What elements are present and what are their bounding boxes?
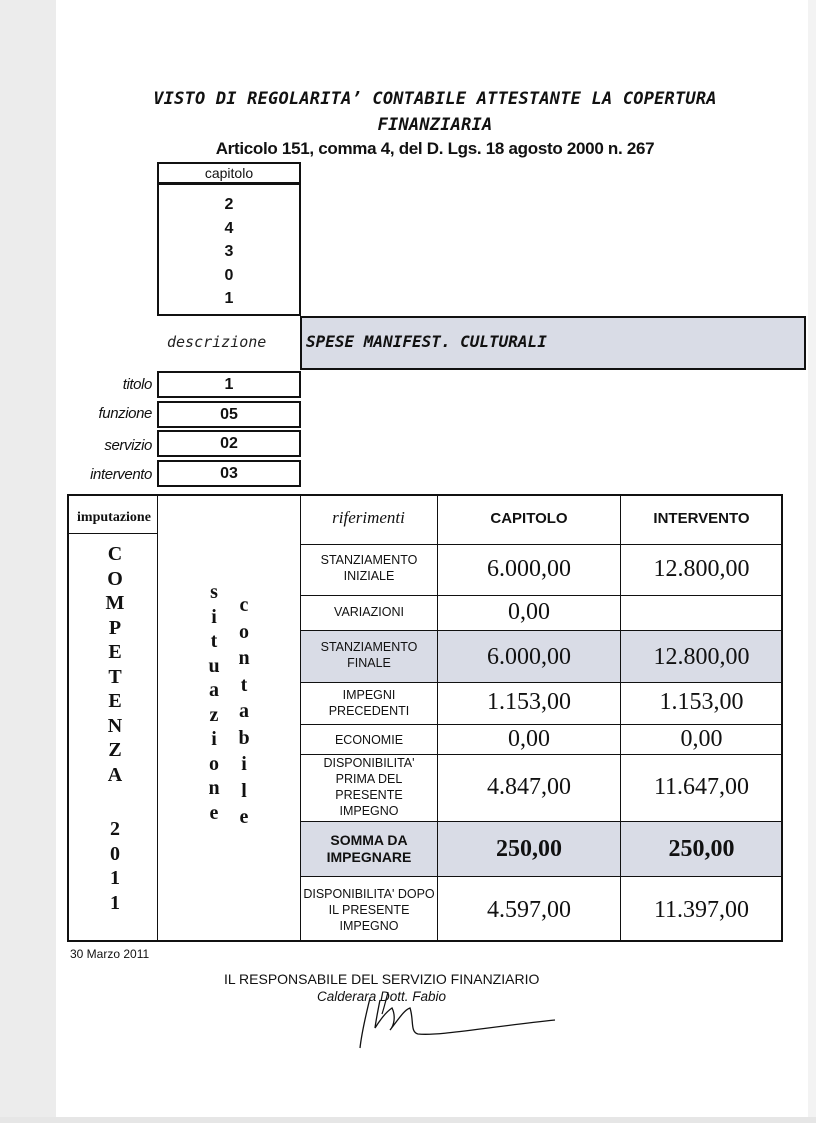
riferimenti-header: riferimenti [332, 508, 405, 527]
descrizione-label: descrizione [167, 333, 267, 351]
competenza-letter: 1 [110, 867, 120, 889]
capitolo-value: 250,00 [496, 836, 562, 862]
funzione-value: 05 [157, 401, 301, 428]
capitolo-column-header: CAPITOLO [490, 510, 568, 527]
capitolo-header: capitolo [157, 162, 301, 184]
intervento-column-header: INTERVENTO [653, 510, 750, 527]
competenza-letter: Z [108, 739, 122, 761]
table-divider [300, 821, 782, 822]
intervento-value: 1.153,00 [659, 689, 744, 715]
handwritten-signature [340, 990, 570, 1060]
row-label-economie: ECONOMIE [334, 733, 404, 747]
competenza-letter: E [108, 641, 122, 663]
intervento-value: 12.800,00 [653, 644, 750, 670]
intervento-label: intervento [90, 466, 152, 483]
contabile-vertical-text [232, 592, 256, 831]
table-divider [300, 876, 782, 877]
intervento-value: 11.647,00 [653, 774, 750, 800]
competenza-letter: C [107, 543, 123, 565]
capitolo-value: 4.847,00 [487, 774, 571, 800]
situazione-letter: e [209, 801, 219, 824]
contabile-letter: t [240, 673, 248, 696]
capitolo-value: 1.153,00 [487, 689, 571, 715]
capitolo-value: 0,00 [508, 599, 550, 625]
capitolo-value: 6.000,00 [487, 644, 571, 670]
situazione-vertical-text [202, 580, 226, 825]
situazione-letter: u [208, 654, 220, 677]
row-label-disponibilita-dopo: DISPONIBILITA' DOPO IL PRESENTE IMPEGNO [303, 887, 435, 933]
table-divider [300, 595, 782, 596]
table-divider [300, 630, 782, 631]
intervento-value: 250,00 [668, 836, 735, 862]
competenza-letter: 2 [110, 818, 120, 840]
capitolo-digit: 3 [224, 243, 234, 260]
situazione-letter: a [209, 679, 219, 701]
competenza-letter: E [108, 690, 122, 712]
contabile-letter: b [238, 726, 250, 749]
competenza-spacer [95, 787, 135, 817]
row-label-disponibilita-prima: DISPONIBILITA' PRIMA DEL PRESENTE IMPEGNO [323, 756, 415, 818]
capitolo-digit: 1 [224, 290, 234, 307]
capitolo-digit: 2 [224, 196, 234, 213]
scan-bottom-edge [0, 1117, 816, 1123]
capitolo-digits-box [157, 183, 301, 316]
competenza-letter: A [107, 763, 123, 786]
row-label-stanziamento-finale: STANZIAMENTO FINALE [320, 640, 418, 670]
document-title-line1: VISTO DI REGOLARITA’ CONTABILE ATTESTANTE LA COPERTURA [153, 89, 717, 109]
table-divider [68, 533, 158, 534]
table-divider [300, 682, 782, 683]
intervento-value: 12.800,00 [653, 556, 750, 582]
titolo-label: titolo [122, 376, 152, 393]
row-label-impegni-precedenti: IMPEGNI PRECEDENTI [328, 688, 410, 718]
contabile-letter: e [239, 806, 249, 828]
competenza-letter: O [107, 567, 123, 590]
responsabile-title: IL RESPONSABILE DEL SERVIZIO FINANZIARIO [224, 971, 540, 987]
table-divider [300, 724, 782, 725]
contabile-letter: n [238, 647, 250, 669]
situazione-letter: i [211, 728, 217, 750]
contabile-letter: l [241, 779, 247, 802]
competenza-letter: N [107, 714, 123, 737]
situazione-letter: s [210, 581, 218, 603]
intervento-value: 03 [157, 460, 301, 487]
competenza-letter: 0 [110, 842, 120, 865]
capitolo-digit: 4 [224, 219, 234, 237]
situazione-letter: z [209, 703, 219, 726]
document-subtitle: Articolo 151, comma 4, del D. Lgs. 18 agosto 2000 n. 267 [215, 139, 655, 158]
contabile-letter: i [241, 753, 247, 775]
table-divider [300, 544, 782, 545]
table-divider [300, 495, 301, 941]
row-label-somma-da-impegnare: SOMMA DA IMPEGNARE [326, 832, 412, 865]
situazione-letter: o [209, 752, 219, 775]
situazione-letter: i [211, 605, 217, 628]
titolo-value: 1 [157, 371, 301, 398]
servizio-label: servizio [104, 437, 152, 454]
scan-right-edge [808, 0, 816, 1123]
contabile-letter: o [239, 620, 249, 643]
competenza-vertical-text [95, 542, 135, 915]
intervento-value: 11.397,00 [653, 897, 750, 923]
capitolo-digit: 0 [224, 266, 234, 284]
competenza-letter: M [105, 592, 125, 614]
contabile-letter: a [239, 700, 249, 722]
funzione-label: funzione [98, 405, 152, 422]
competenza-letter: P [108, 616, 122, 639]
competenza-letter: 1 [110, 891, 120, 914]
document-date: 30 Marzo 2011 [70, 947, 150, 961]
capitolo-value: 4.597,00 [487, 897, 571, 923]
row-label-variazioni: VARIAZIONI [334, 605, 404, 619]
row-label-stanziamento-iniziale: STANZIAMENTO INIZIALE [320, 553, 418, 583]
contabile-letter: c [239, 594, 249, 616]
competenza-letter: T [108, 665, 122, 688]
situazione-letter: n [208, 777, 220, 799]
scan-left-edge [0, 0, 56, 1123]
imputazione-label: imputazione [77, 510, 151, 525]
descrizione-value: SPESE MANIFEST. CULTURALI [306, 332, 547, 351]
document-title-line2: FINANZIARIA [377, 115, 493, 135]
servizio-value: 02 [157, 430, 301, 457]
capitolo-value: 6.000,00 [487, 556, 571, 582]
table-divider [157, 495, 158, 941]
capitolo-value: 0,00 [508, 726, 550, 752]
responsabile-name: Calderara Dott. Fabio [317, 989, 447, 1004]
intervento-value: 0,00 [680, 726, 723, 752]
situazione-letter: t [210, 630, 218, 652]
